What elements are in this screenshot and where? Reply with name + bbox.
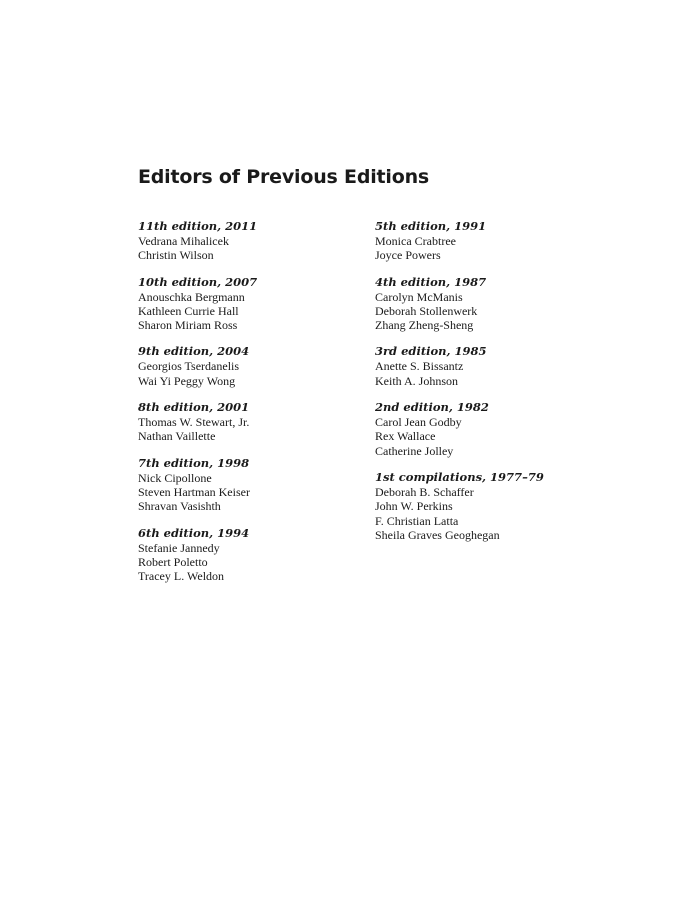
editor-name: Christin Wilson xyxy=(138,248,214,263)
editor-name: Anouschka Bergmann xyxy=(138,289,245,304)
edition-heading: 2nd edition, 1982 xyxy=(375,400,489,415)
edition-block xyxy=(138,218,378,263)
editor-name: Wai Yi Peggy Wong xyxy=(138,373,236,388)
edition-block xyxy=(138,455,378,514)
edition-heading: 9th edition, 2004 xyxy=(138,344,250,359)
edition-heading: 11th edition, 2011 xyxy=(138,219,258,233)
editor-name: Joyce Powers xyxy=(375,248,441,263)
edition-block xyxy=(138,525,378,584)
editor-name: Catherine Jolley xyxy=(375,443,454,458)
editor-list xyxy=(138,234,378,263)
edition-heading: 4th edition, 1987 xyxy=(375,274,487,289)
editor-name: Carol Jean Godby xyxy=(375,415,462,430)
editor-name: Anette S. Bissantz xyxy=(375,359,464,374)
editor-name: John W. Perkins xyxy=(375,499,453,514)
editor-name: Sheila Graves Geoghegan xyxy=(375,527,500,542)
editor-name: Deborah Stollenwerk xyxy=(375,303,478,318)
edition-block xyxy=(138,399,378,444)
editor-list xyxy=(375,485,615,542)
editor-name: Tracey L. Weldon xyxy=(138,569,225,584)
editor-name: Kathleen Currie Hall xyxy=(138,303,239,318)
editor-name: Carolyn McManis xyxy=(375,289,463,304)
editor-name: Thomas W. Stewart, Jr. xyxy=(138,415,250,430)
editor-list xyxy=(138,471,378,514)
edition-block xyxy=(375,399,615,458)
editor-list xyxy=(138,415,378,444)
editor-name: Nick Cipollone xyxy=(138,470,212,485)
editor-name: Vedrana Mihalicek xyxy=(138,234,229,248)
edition-heading: 1st compilations, 1977–79 xyxy=(375,469,544,484)
page-title: Editors of Previous Editions xyxy=(138,166,430,188)
editor-name: Monica Crabtree xyxy=(375,234,456,248)
editor-name: Rex Wallace xyxy=(375,429,436,444)
edition-heading: 3rd edition, 1985 xyxy=(375,344,487,359)
editor-name: Deborah B. Schaffer xyxy=(375,484,474,499)
edition-heading: 7th edition, 1998 xyxy=(138,455,250,470)
left-column xyxy=(138,218,378,583)
edition-heading: 10th edition, 2007 xyxy=(138,274,258,289)
editor-name: Stefanie Jannedy xyxy=(138,540,220,555)
editor-list xyxy=(138,290,378,333)
edition-block xyxy=(375,218,615,263)
editor-list xyxy=(375,290,615,333)
editor-name: Zhang Zheng-Sheng xyxy=(375,318,474,333)
editor-list xyxy=(138,359,378,388)
edition-block xyxy=(375,274,615,333)
edition-block xyxy=(375,469,615,542)
edition-block xyxy=(375,343,615,388)
edition-heading: 5th edition, 1991 xyxy=(375,219,487,233)
editor-name: Keith A. Johnson xyxy=(375,373,459,388)
edition-heading: 8th edition, 2001 xyxy=(138,400,250,415)
right-column xyxy=(375,218,615,542)
editor-name: F. Christian Latta xyxy=(375,513,459,528)
editor-name: Sharon Miriam Ross xyxy=(138,318,238,333)
editor-list xyxy=(138,541,378,584)
editor-name: Shravan Vasishth xyxy=(138,499,221,514)
edition-block xyxy=(138,274,378,333)
editor-name: Robert Poletto xyxy=(138,554,208,569)
editor-list xyxy=(375,234,615,263)
editor-list xyxy=(375,359,615,388)
edition-block xyxy=(138,343,378,388)
editor-name: Georgios Tserdanelis xyxy=(138,359,240,374)
edition-heading: 6th edition, 1994 xyxy=(138,525,250,540)
editor-list xyxy=(375,415,615,458)
editor-name: Steven Hartman Keiser xyxy=(138,484,250,499)
editor-name: Nathan Vaillette xyxy=(138,429,216,444)
